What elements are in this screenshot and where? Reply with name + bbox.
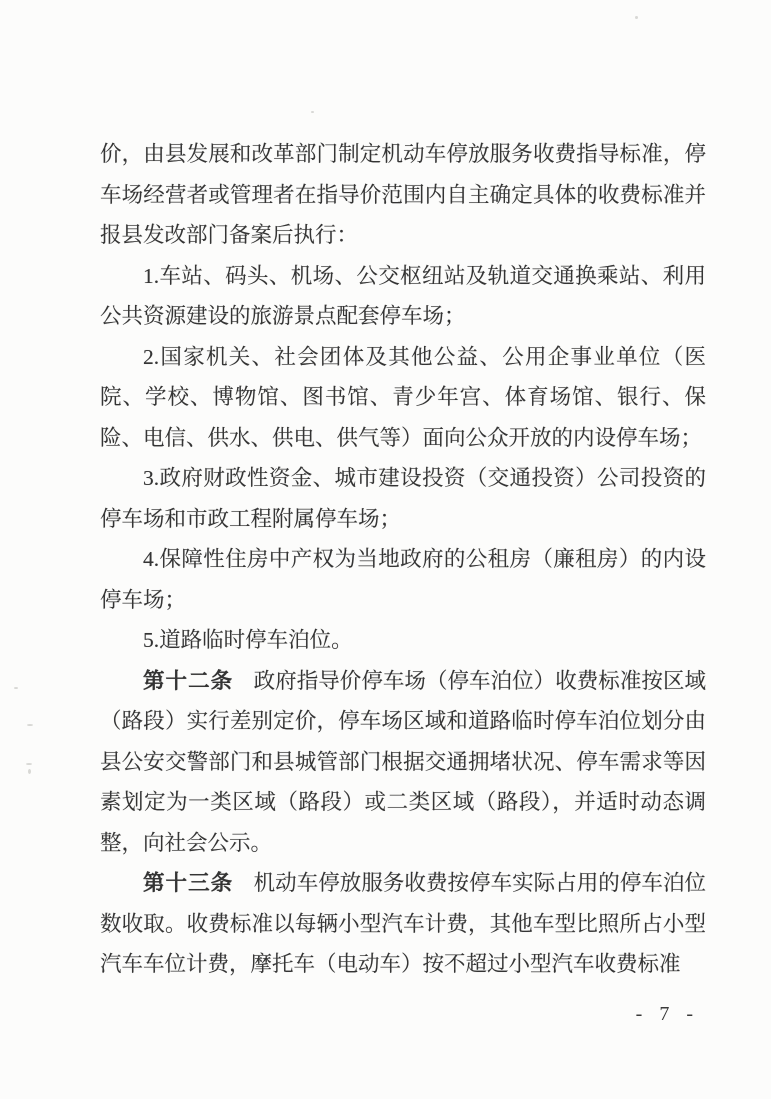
article-13-text: 机动车停放服务收费按停车实际占用的停车泊位数收取。收费标准以每辆小型汽车计费，其他车型比照所占小型汽车车位计费，摩托车（电动车）按不超过小型汽车收费标准 <box>100 871 706 976</box>
article-13-number: 第十三条 <box>143 871 234 895</box>
scan-speck <box>28 769 31 774</box>
document-body <box>100 134 706 985</box>
list-item-5: 5.道路临时停车泊位。 <box>143 628 353 652</box>
scan-speck <box>311 111 314 113</box>
paragraph-continuation: 价，由县发展和改革部门制定机动车停放服务收费指导标准，停车场经营者或管理者在指导价范围内自主确定具体的收费标准并报县发改部门备案后执行： <box>100 142 706 247</box>
list-item-3: 3.政府财政性资金、城市建设投资（交通投资）公司投资的停车场和市政工程附属停车场； <box>100 466 706 531</box>
article-12-number: 第十二条 <box>143 668 234 693</box>
scan-speck <box>635 16 638 19</box>
list-item-2: 2.国家机关、社会团体及其他公益、公用企事业单位（医院、学校、博物馆、图书馆、青少年宫、体育场馆、银行、保险、电信、供水、供电、供气等）面向公众开放的内设停车场； <box>100 344 706 450</box>
scan-speck <box>27 724 33 726</box>
scan-speck <box>26 763 32 765</box>
article-13-paragraph <box>100 863 706 985</box>
article-12-text: 政府指导价停车场（停车泊位）收费标准按区域（路段）实行差别定价，停车场区域和道路临时停车泊位划分由县公安交警部门和县城管部门根据交通拥堵状况、停车需求等因素划定为一类区域（路段）或二类区域（路段），并适时动态调整，向社会公示。 <box>100 668 706 855</box>
article-12-paragraph <box>100 661 706 864</box>
page-number: - 7 - <box>635 1003 699 1025</box>
list-item-1: 1.车站、码头、机场、公交枢纽站及轨道交通换乘站、利用公共资源建设的旅游景点配套停车场； <box>100 263 706 328</box>
scan-speck <box>14 687 18 689</box>
list-item-4: 4.保障性住房中产权为当地政府的公租房（廉租房）的内设停车场； <box>100 547 706 612</box>
